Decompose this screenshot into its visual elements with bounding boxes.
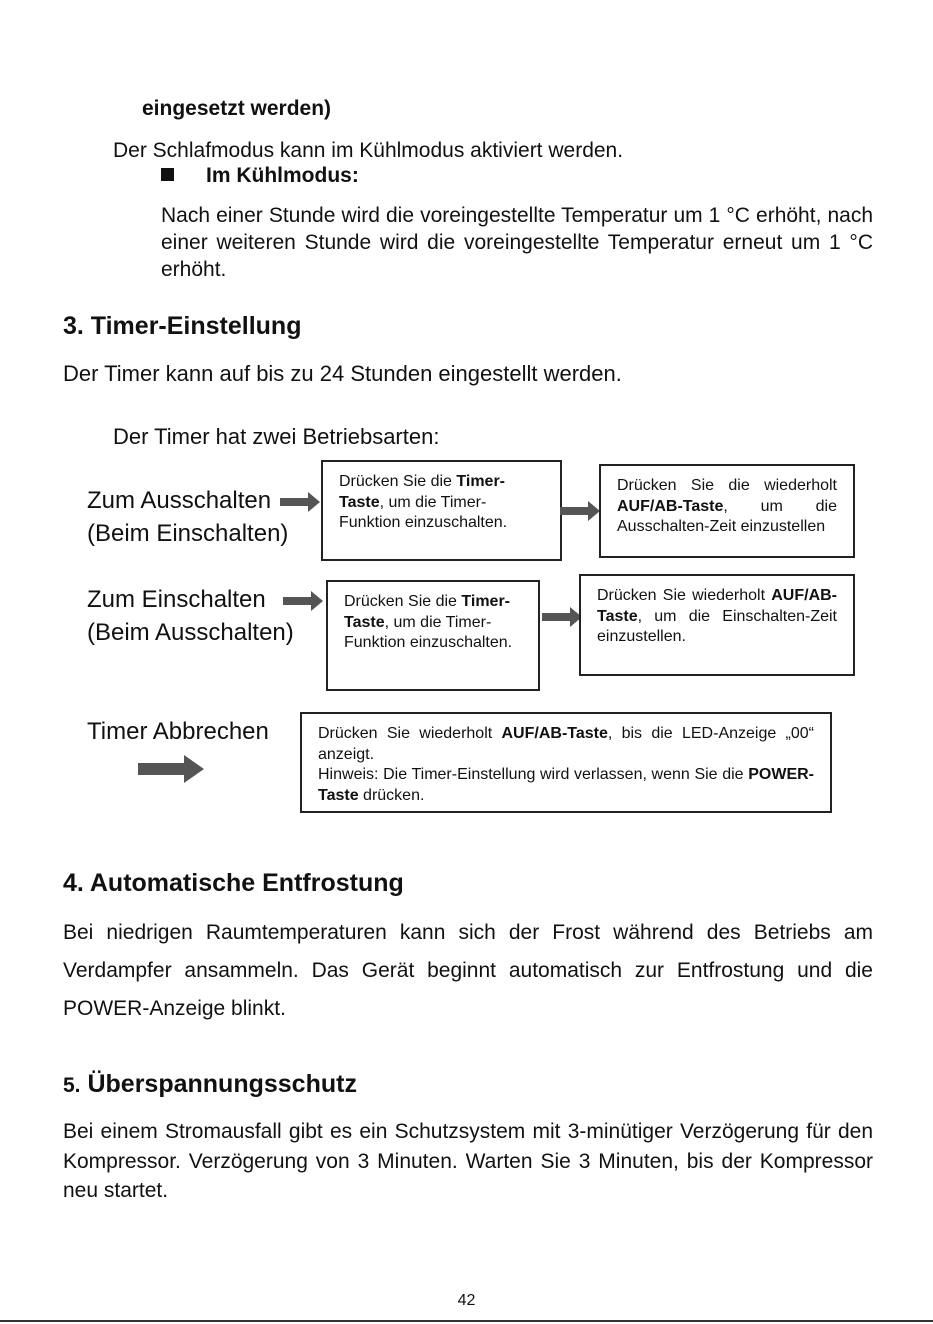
cancel-box: Drücken Sie wiederholt AUF/AB-Taste, bis die LED-Anzeige „00“ anzeigt. Hinweis: Die Timer-Einstellung wird verlassen, wenn Sie die POWER-Taste drücken. bbox=[300, 712, 832, 813]
timer-modes-intro: Der Timer hat zwei Betriebsarten: bbox=[113, 424, 440, 449]
arrow-right-icon bbox=[542, 606, 582, 628]
arrow-right-icon bbox=[280, 491, 320, 513]
bullet-text: Nach einer Stunde wird die voreingestellte Temperatur um 1 °C erhöht, nach einer weiteren Stunde wird die voreingestellte Temperatur erneut um 1 °C erhöht. bbox=[161, 204, 873, 281]
row1-step2-box: Drücken Sie die wiederholt AUF/AB-Taste, um die Ausschalten-Zeit einzustellen bbox=[599, 464, 855, 558]
arrow-right-icon bbox=[283, 590, 323, 612]
arrow-right-icon bbox=[560, 500, 600, 522]
bottom-rule bbox=[0, 1320, 933, 1322]
row2-label: Zum Einschalten (Beim Ausschalten) bbox=[87, 586, 294, 646]
section-5-text: Bei einem Stromausfall gibt es ein Schutzsystem mit 3-minütiger Verzögerung für den Kompressor. Verzögerung von 3 Minuten. Warten Sie 3 Minuten, bis der Kompressor neu startet. bbox=[63, 1120, 873, 1202]
section-3-title: 3. Timer-Einstellung bbox=[63, 312, 302, 340]
section-3-text: Der Timer kann auf bis zu 24 Stunden eingestellt werden. bbox=[63, 361, 622, 386]
page-number: 42 bbox=[457, 1292, 476, 1309]
arrow-right-icon bbox=[138, 754, 204, 784]
bullet-square-icon bbox=[161, 168, 174, 181]
row1-step1-box: Drücken Sie die Timer-Taste, um die Timer-Funktion einzuschalten. bbox=[321, 460, 562, 561]
row1-label: Zum Ausschalten (Beim Einschalten) bbox=[87, 487, 289, 547]
heading-continuation: eingesetzt werden) bbox=[142, 97, 332, 120]
section-4-text: Bei niedrigen Raumtemperaturen kann sich der Frost während des Betriebs am Verdampfer ansammeln. Das Gerät beginnt automatisch zur Entfrostung und die POWER-Anzeige blinkt. bbox=[63, 921, 873, 1020]
cancel-label: Timer Abbrechen bbox=[87, 718, 269, 745]
section-5-title: 5. Überspannungsschutz bbox=[63, 1070, 357, 1098]
sleep-mode-line: Der Schlafmodus kann im Kühlmodus aktiviert werden. bbox=[113, 139, 624, 162]
section-4-title: 4. Automatische Entfrostung bbox=[63, 869, 404, 897]
bullet-title: Im Kühlmodus: bbox=[206, 164, 359, 187]
row2-step1-box: Drücken Sie die Timer-Taste, um die Timer-Funktion einzuschalten. bbox=[326, 580, 540, 691]
row2-step2-box: Drücken Sie wiederholt AUF/AB-Taste, um die Einschalten-Zeit einzustellen. bbox=[579, 574, 855, 676]
